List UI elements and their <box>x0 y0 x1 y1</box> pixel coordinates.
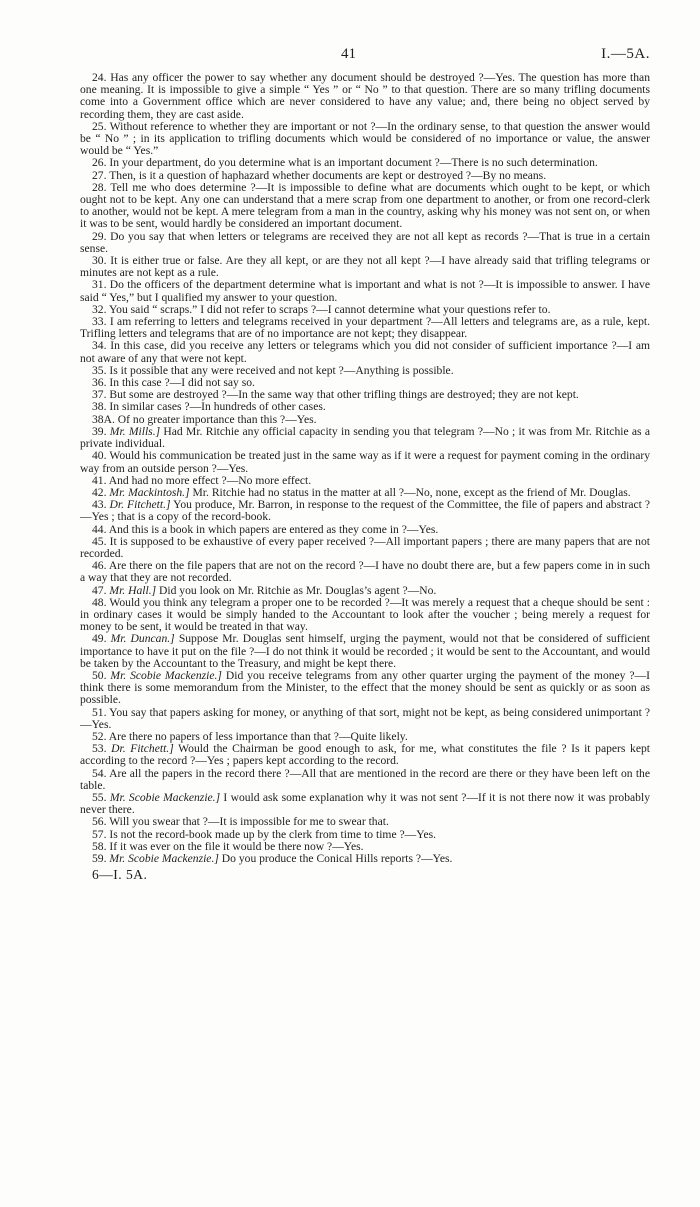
page-header <box>80 46 650 66</box>
question-number: 24. <box>92 71 107 84</box>
qa-text: Has any officer the power to say whether any document should be destroyed ?—Yes. The question has more than one meaning. It is impossible to give a simple “ Yes ” or “ No ” to that question. There are so many trifling documents come into a Government office which are never considered to have any value; and, there being no object served by recording them, they are cast aside. <box>80 71 650 121</box>
question-number: 25. <box>92 119 107 133</box>
qa-paragraph <box>80 597 650 634</box>
qa-paragraph <box>80 707 650 731</box>
qa-text: Suppose Mr. Douglas sent himself, urging the payment, would not that be considered of sufficient importance to have it put on the file ?—I do not think it would be recorded ; it would be sent to the Accountant, and would be taken by the Accountant to the Treasury, and might be kept there. <box>80 632 650 670</box>
question-number: 40. <box>92 449 107 463</box>
qa-paragraph <box>80 121 650 158</box>
qa-paragraph <box>80 450 650 474</box>
qa-paragraph <box>80 231 650 255</box>
qa-text: Are all the papers in the record there ?—All that are mentioned in the record are there or they have been left on the table. <box>80 766 650 792</box>
speaker-name: Mr. Scobie Mackenzie.] <box>109 852 219 865</box>
qa-text: If it was ever on the file it would be there now ?—Yes. <box>109 839 364 853</box>
question-answer-list <box>80 72 650 865</box>
question-number: 27. <box>92 168 107 182</box>
speaker-name: Dr. Fitchett.] <box>109 498 171 512</box>
speaker-name: Mr. Scobie Mackenzie.] <box>110 668 222 682</box>
qa-text: Did you receive telegrams from any other quarter urging the payment of the money ?—I think there is some memorandum from the Minister, to the effect that the money should be sent as quickly or as soon as possible. <box>80 668 650 707</box>
qa-text: Of no greater importance than this ?—Yes. <box>117 412 317 426</box>
question-number: 56. <box>92 815 107 829</box>
qa-text: Do you say that when letters or telegrams are received they are not all kept as records ?—That is true in a certain sense. <box>80 229 650 255</box>
qa-text: Then, is it a question of haphazard whether documents are kept or destroyed ?—By no means. <box>109 168 547 182</box>
speaker-name: Mr. Mackintosh.] <box>109 485 190 499</box>
qa-paragraph <box>80 670 650 707</box>
qa-text: Is it possible that any were received and not kept ?—Anything is possible. <box>109 363 454 377</box>
qa-text: Would you think any telegram a proper one to be recorded ?—It was merely a request that a cheque should be sent : in ordinary cases it would be simply handed to the Accountant to look after the voucher ; being merely a request for money to be sent, it would be treated in that way. <box>80 595 650 634</box>
qa-text: But some are destroyed ?—In the same way that other trifling things are destroyed; they are not kept. <box>109 388 579 402</box>
qa-paragraph <box>80 279 650 303</box>
speaker-name: Mr. Hall.] <box>109 583 157 597</box>
qa-paragraph <box>80 426 650 450</box>
qa-text: Would the Chairman be good enough to ask, for me, what constitutes the file ? Is it papers kept according to the record ?—Yes ; papers kept according to the record. <box>80 742 650 768</box>
signature-mark: 6—I. 5A. <box>92 867 148 883</box>
question-number: 45. <box>92 534 107 548</box>
qa-text: In this case, did you receive any letters or telegrams which you did not consider of sufficient importance ?—I am not aware of any that were not kept. <box>80 339 650 365</box>
question-number: 48. <box>92 595 107 609</box>
qa-text: In this case ?—I did not say so. <box>109 376 255 390</box>
speaker-name: Mr. Mills.] <box>109 424 161 438</box>
question-number: 59. <box>92 852 107 865</box>
question-number: 38A. <box>92 412 115 426</box>
qa-paragraph <box>80 72 650 121</box>
question-number: 47. <box>92 583 107 597</box>
speaker-name: Mr. Duncan.] <box>110 632 175 646</box>
qa-paragraph <box>80 316 650 340</box>
document-reference: I.—5A. <box>601 46 650 62</box>
qa-text: In your department, do you determine what is an important document ?—There is no such determination. <box>109 156 598 170</box>
qa-text: You produce, Mr. Barron, in response to the request of the Committee, the file of papers and abstract ?—Yes ; that is a copy of the record-book. <box>80 498 650 524</box>
qa-text: It is supposed to be exhaustive of every paper received ?—All important papers ; there are many papers that are not recorded. <box>80 534 650 560</box>
qa-text: I would ask some explanation why it was not sent ?—If it is not there now it was probably never there. <box>80 790 650 817</box>
qa-text: Is not the record-book made up by the clerk from time to time ?—Yes. <box>109 827 436 841</box>
qa-text: You said “ scraps.” I did not refer to scraps ?—I cannot determine what your questions refer to. <box>108 302 551 316</box>
question-number: 30. <box>92 254 107 268</box>
qa-text: Do the officers of the department determine what is important and what is not ?—It is impossible to answer. I have said “ Yes,” but I qualified my answer to your question. <box>80 278 650 304</box>
speaker-name: Mr. Scobie Mackenzie.] <box>109 790 221 804</box>
qa-text: Do you produce the Conical Hills reports ?—Yes. <box>221 852 453 865</box>
qa-paragraph <box>80 853 650 865</box>
question-number: 58. <box>92 839 107 853</box>
question-number: 42. <box>92 485 107 499</box>
speaker-name: Dr. Fitchett.] <box>111 742 174 756</box>
qa-paragraph <box>80 743 650 767</box>
question-number: 49. <box>92 632 107 646</box>
question-number: 43. <box>92 498 107 512</box>
qa-text: In similar cases ?—In hundreds of other cases. <box>109 400 326 414</box>
qa-paragraph <box>80 560 650 584</box>
qa-text: Without reference to whether they are important or not ?—In the ordinary sense, to that question the answer would be “ No ” ; in its application to trifling documents which would be considered of no importance or value, the answer would be “ Yes.” <box>80 119 650 158</box>
qa-text: And this is a book in which papers are entered as they come in ?—Yes. <box>108 522 439 536</box>
qa-text: You say that papers asking for money, or anything of that sort, might not be kept, as being considered unimportant ?—Yes. <box>80 705 651 731</box>
qa-paragraph <box>80 255 650 279</box>
question-number: 35. <box>92 363 107 377</box>
qa-paragraph <box>80 633 650 670</box>
question-number: 37. <box>92 388 107 402</box>
qa-text: And had no more effect ?—No more effect. <box>108 473 312 487</box>
qa-text: Will you swear that ?—It is impossible for me to swear that. <box>109 815 389 829</box>
qa-text: Mr. Ritchie had no status in the matter at all ?—No, none, except as the friend of Mr. Douglas. <box>192 485 631 499</box>
question-number: 31. <box>92 278 107 292</box>
question-number: 46. <box>92 559 107 573</box>
question-number: 54. <box>92 766 107 780</box>
question-number: 41. <box>92 473 107 487</box>
question-number: 52. <box>92 729 107 743</box>
question-number: 34. <box>92 339 107 353</box>
question-number: 50. <box>92 668 107 682</box>
qa-text: Had Mr. Ritchie any official capacity in sending you that telegram ?—No ; it was from Mr. Ritchie as a private individual. <box>80 424 650 451</box>
qa-text: Tell me who does determine ?—It is impossible to define what are documents which ought to be kept, or which ought not to be kept. Any one can understand that a mere scrap from one department to another, or from one record-clerk to another, would not be kept. A mere telegram from a man in the country, asking why his money was not sent on, or when it was to be sent, would hardly be considered an important document. <box>80 180 650 231</box>
qa-text: Did you look on Mr. Ritchie as Mr. Douglas’s agent ?—No. <box>159 583 437 597</box>
question-number: 51. <box>92 705 107 719</box>
qa-text: Would his communication be treated just in the same way as if it were a request for payment coming in the ordinary way from an outside person ?—Yes. <box>80 449 650 475</box>
qa-paragraph <box>80 499 650 523</box>
question-number: 44. <box>92 522 107 536</box>
question-number: 26. <box>92 156 107 170</box>
qa-text: Are there on the file papers that are not on the record ?—I have no doubt there are, but a few papers come in in such a way that they are not recorded. <box>80 559 650 585</box>
question-number: 32. <box>92 302 107 316</box>
question-number: 28. <box>92 180 107 194</box>
question-number: 29. <box>92 229 107 243</box>
qa-paragraph <box>80 792 650 816</box>
qa-text: It is either true or false. Are they all kept, or are they not all kept ?—I have already said that trifling telegrams or minutes are not kept as a rule. <box>80 254 650 280</box>
question-number: 57. <box>92 827 107 841</box>
question-number: 53. <box>92 742 107 756</box>
question-number: 33. <box>92 315 107 329</box>
document-page <box>80 46 650 1196</box>
question-number: 36. <box>92 376 107 390</box>
qa-paragraph <box>80 340 650 364</box>
question-number: 39. <box>92 424 107 438</box>
qa-text: I am referring to letters and telegrams received in your department ?—All letters and telegrams are, as a rule, kept. Trifling letters and telegrams that are of no importance are not kept; they disappear. <box>80 315 650 341</box>
qa-paragraph <box>80 768 650 792</box>
question-number: 55. <box>92 790 107 804</box>
page-number: 41 <box>341 46 356 62</box>
qa-paragraph <box>80 182 650 231</box>
qa-paragraph <box>80 536 650 560</box>
qa-text: Are there no papers of less importance than that ?—Quite likely. <box>108 729 408 743</box>
question-number: 38. <box>92 400 107 414</box>
